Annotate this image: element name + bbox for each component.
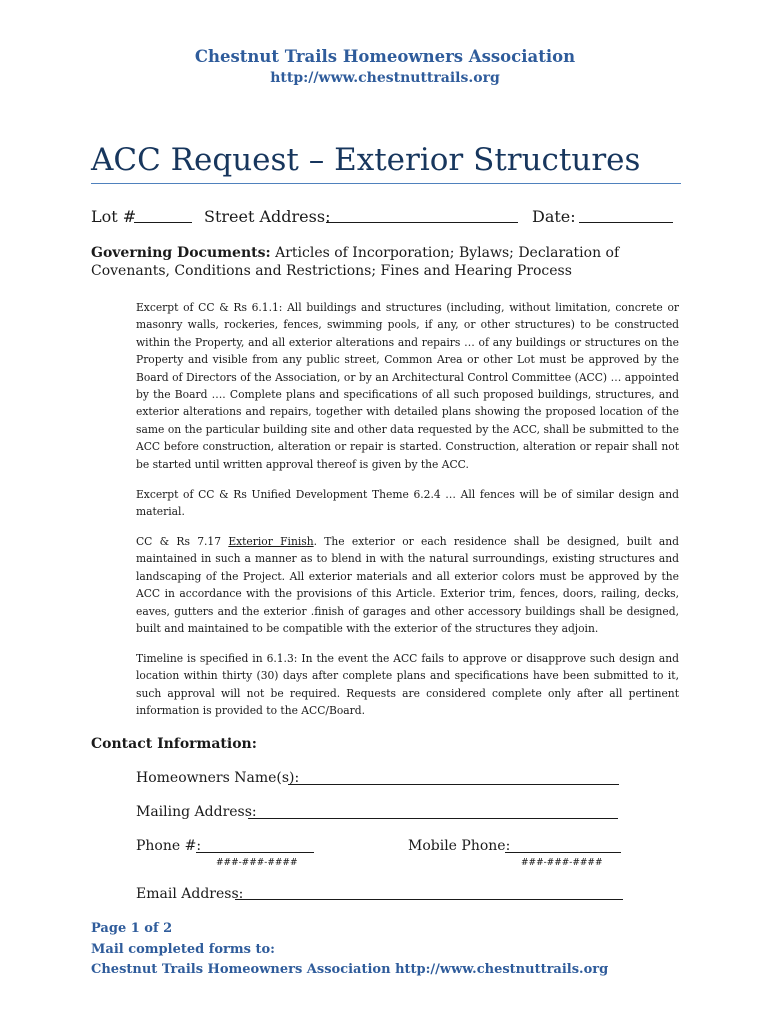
phone-label: Phone #: [136,838,202,854]
governing-documents [91,244,681,280]
date-field[interactable] [579,222,673,223]
mobile-format-hint: ###-###-#### [521,858,603,868]
excerpt-7-17 [136,533,679,637]
mailing-address-field[interactable] [248,818,618,819]
page-title: ACC Request – Exterior Structures [91,138,681,184]
excerpt-6-1-1: Excerpt of CC & Rs 6.1.1: All buildings and structures (including, without limitation, concrete or masonry walls, rockeries, fences, swimming pools, if any, or other structures) to be constructed within the Property, and all exterior alterations and repairs … of any buildings or structures on the Property and visible from any public street, Common Area or other Lot must be approved by the Board of Directors of the Association, or by an Architectural Control Committee (ACC) … appointed by the Board …. Complete plans and specifications of all such proposed buildings, structures, and exterior alterations and repairs, together with detailed plans showing the proposed location of the same on the particular building site and other data requested by the ACC, shall be submitted to the ACC before construction, alteration or repair is started. Construction, alteration or repair shall not be started until written approval thereof is given by the ACC. [136,301,679,471]
lot-address-date-line [91,206,691,228]
excerpt-timeline: Timeline is specified in 6.1.3: In the event the ACC fails to approve or disapprove such design and location within thirty (30) days after complete plans and specifications have been submitted to it, such approval will not be required. Requests are considered complete only after all pertinent information is provided to the ACC/Board. [136,651,679,718]
phone-field[interactable] [196,852,314,853]
homeowners-name-label: Homeowners Name(s): [136,770,300,786]
excerpt-7-17-body: . The exterior or each residence shall be designed, built and maintained in such a manner as to blend in with the natural surroundings, existing structures and landscaping of the Project. All exterior materials and all exterior colors must be approved by the ACC in accordance with the provisions of this Article. Exterior trim, fences, doors, railing, decks, eaves, gutters and the exterior .finish of garages and other accessory buildings shall be designed, built and maintained to be compatible with the exterior of the structures they adjoin. [136,534,680,635]
org-url[interactable]: http://www.chestnuttrails.org [270,70,500,86]
mailing-address-label: Mailing Address: [136,804,257,820]
org-name: Chestnut Trails Homeowners Association [194,47,576,66]
exterior-finish-term: Exterior Finish [228,534,314,548]
contact-heading: Contact Information: [91,736,257,752]
homeowners-name-field[interactable] [288,784,619,785]
excerpts [136,299,679,732]
footer [91,919,608,981]
excerpt-6-2-4: Excerpt of CC & Rs Unified Development Theme 6.2.4 … All fences will be of similar design and material. [136,487,679,518]
governing-documents-label: Governing Documents: [91,245,271,261]
excerpt-7-17-prefix: CC & Rs 7.17 [136,534,229,548]
lot-label: Lot # [91,207,137,226]
letterhead [0,46,770,88]
lot-field[interactable] [134,222,192,223]
email-address-field[interactable] [235,899,623,900]
email-address-label: Email Address: [136,886,244,902]
street-address-label: Street Address: [204,207,331,226]
mobile-phone-field[interactable] [505,852,621,853]
mail-forms-label: Mail completed forms to: [91,941,275,957]
phone-format-hint: ###-###-#### [216,858,298,868]
mail-forms-address: Chestnut Trails Homeowners Association http://www.chestnuttrails.org [91,962,609,977]
street-address-field[interactable] [326,222,518,223]
page-number: Page 1 of 2 [91,921,173,936]
date-label: Date: [532,207,576,226]
governing-documents-list: Articles of Incorporation; Bylaws; Declaration of Covenants, Conditions and Restrictions; Fines and Hearing Process [91,245,620,279]
mobile-phone-label: Mobile Phone: [408,838,511,854]
